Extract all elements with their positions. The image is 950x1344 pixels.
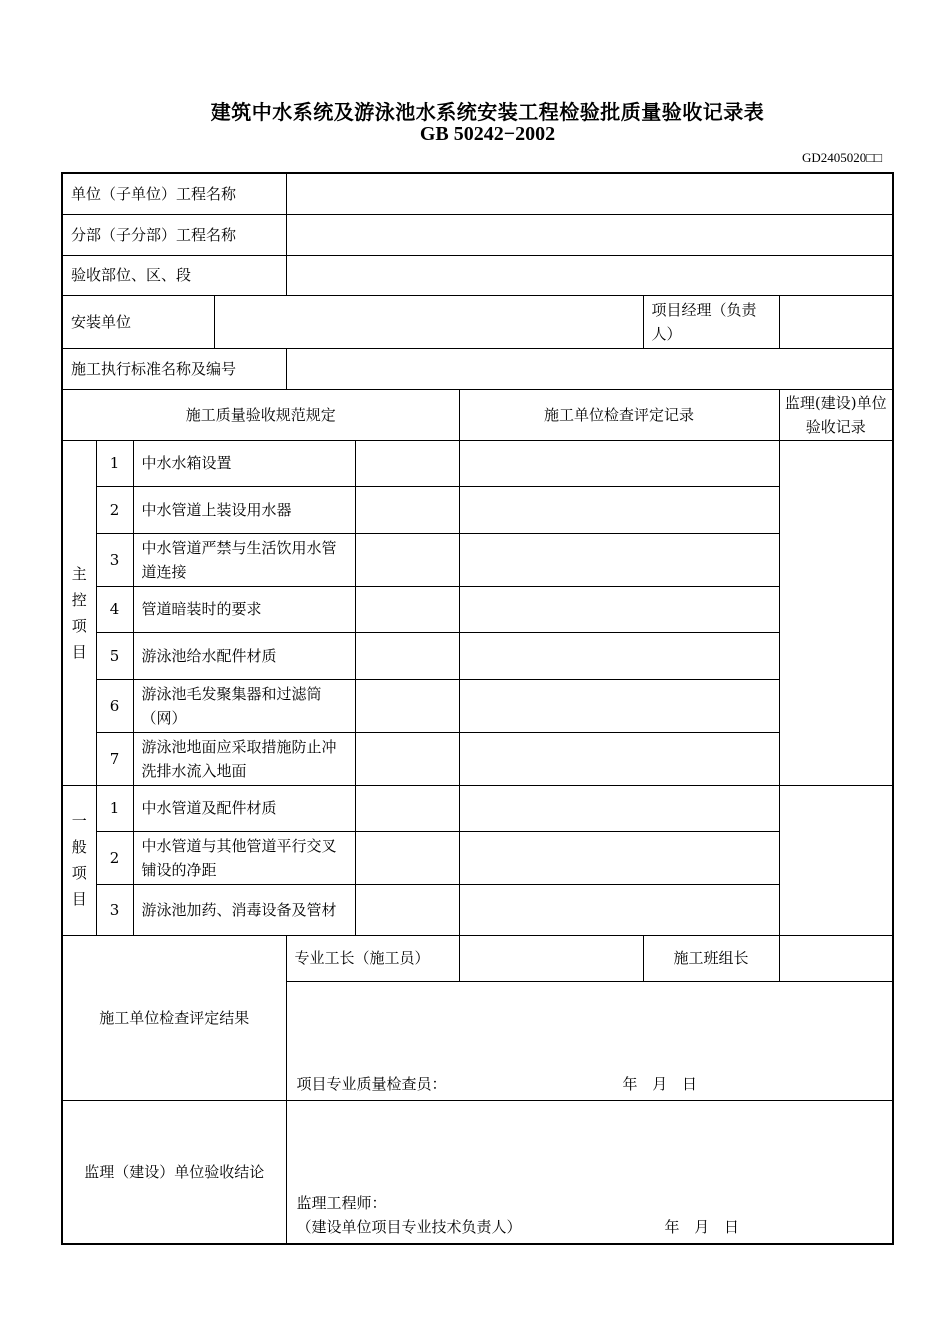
form-code: GD2405020□□ xyxy=(802,150,882,165)
team-leader-label: 施工班组长 xyxy=(643,935,779,981)
record-cell[interactable] xyxy=(459,533,779,586)
main-control-label-text: 主控项目 xyxy=(71,564,87,661)
item-number: 2 xyxy=(96,831,133,884)
foreman-value[interactable] xyxy=(459,935,643,981)
result-date: 年 月 日 xyxy=(622,1074,698,1093)
general-label-text: 一般项目 xyxy=(71,812,87,908)
item-number: 1 xyxy=(96,785,133,831)
spec-value-cell[interactable] xyxy=(355,533,459,586)
item-number: 6 xyxy=(96,679,133,732)
standard-name-value[interactable] xyxy=(286,348,893,389)
spec-value-cell[interactable] xyxy=(355,679,459,732)
item-number: 2 xyxy=(96,486,133,533)
engineer-label: 监理工程师： xyxy=(296,1194,387,1212)
inspection-form-table xyxy=(61,172,894,1245)
item-text: 中水管道严禁与生活饮用水管道连接 xyxy=(133,533,355,586)
sub-name-label: 分部（子分部）工程名称 xyxy=(62,214,286,255)
manager-label: 项目经理（负责人） xyxy=(643,295,779,348)
installer-value[interactable] xyxy=(214,295,643,348)
result-label: 施工单位检查评定结果 xyxy=(62,935,286,1100)
item-text: 中水管道上装设用水器 xyxy=(133,486,355,533)
spec-column-header: 施工质量验收规范规定 xyxy=(62,389,459,440)
sub-name-value[interactable] xyxy=(286,214,893,255)
spec-value-cell[interactable] xyxy=(355,632,459,679)
unit-name-label: 单位（子单位）工程名称 xyxy=(62,173,286,214)
spec-value-cell[interactable] xyxy=(355,831,459,884)
record-cell[interactable] xyxy=(459,732,779,785)
general-label xyxy=(62,785,96,935)
location-label: 验收部位、区、段 xyxy=(62,255,286,295)
standard-name-label: 施工执行标准名称及编号 xyxy=(62,348,286,389)
unit-name-value[interactable] xyxy=(286,173,893,214)
record-cell[interactable] xyxy=(459,679,779,732)
supervision-record-general[interactable] xyxy=(779,785,893,935)
spec-value-cell[interactable] xyxy=(355,586,459,632)
item-text: 管道暗装时的要求 xyxy=(133,586,355,632)
record-cell[interactable] xyxy=(459,785,779,831)
record-cell[interactable] xyxy=(459,586,779,632)
record-column-header: 施工单位检查评定记录 xyxy=(459,389,779,440)
spec-value-cell[interactable] xyxy=(355,884,459,935)
record-cell[interactable] xyxy=(459,486,779,533)
form-title: 建筑中水系统及游泳池水系统安装工程检验批质量验收记录表 xyxy=(210,100,765,124)
conclusion-label: 监理（建设）单位验收结论 xyxy=(62,1100,286,1244)
item-text: 游泳池毛发聚集器和过滤筒（网） xyxy=(133,679,355,732)
item-text: 中水水箱设置 xyxy=(133,440,355,486)
conclusion-content[interactable] xyxy=(286,1100,893,1244)
team-leader-value[interactable] xyxy=(779,935,893,981)
result-content[interactable] xyxy=(286,981,893,1100)
spec-value-cell[interactable] xyxy=(355,486,459,533)
item-number: 3 xyxy=(96,884,133,935)
spec-value-cell[interactable] xyxy=(355,440,459,486)
conclusion-date: 年 月 日 xyxy=(664,1218,740,1236)
manager-value[interactable] xyxy=(779,295,893,348)
spec-value-cell[interactable] xyxy=(355,732,459,785)
record-cell[interactable] xyxy=(459,831,779,884)
item-text: 中水管道与其他管道平行交叉铺设的净距 xyxy=(133,831,355,884)
location-value[interactable] xyxy=(286,255,893,295)
item-number: 3 xyxy=(96,533,133,586)
item-text: 游泳池给水配件材质 xyxy=(133,632,355,679)
tech-lead-label: （建设单位项目专业技术负责人） xyxy=(296,1218,522,1236)
item-text: 游泳池地面应采取措施防止冲洗排水流入地面 xyxy=(133,732,355,785)
item-text: 游泳池加药、消毒设备及管材 xyxy=(133,884,355,935)
main-control-label xyxy=(62,440,96,785)
spec-value-cell[interactable] xyxy=(355,785,459,831)
foreman-label: 专业工长（施工员） xyxy=(286,935,459,981)
installer-label: 安装单位 xyxy=(62,295,214,348)
item-number: 1 xyxy=(96,440,133,486)
standard-code: GB 50242−2002 xyxy=(419,123,556,145)
record-cell[interactable] xyxy=(459,884,779,935)
record-cell[interactable] xyxy=(459,440,779,486)
item-text: 中水管道及配件材质 xyxy=(133,785,355,831)
supervision-column-header: 监理(建设)单位验收记录 xyxy=(779,389,893,440)
record-cell[interactable] xyxy=(459,632,779,679)
item-number: 7 xyxy=(96,732,133,785)
item-number: 4 xyxy=(96,586,133,632)
item-number: 5 xyxy=(96,632,133,679)
inspector-label: 项目专业质量检查员： xyxy=(296,1074,447,1093)
supervision-record-main[interactable] xyxy=(779,440,893,785)
